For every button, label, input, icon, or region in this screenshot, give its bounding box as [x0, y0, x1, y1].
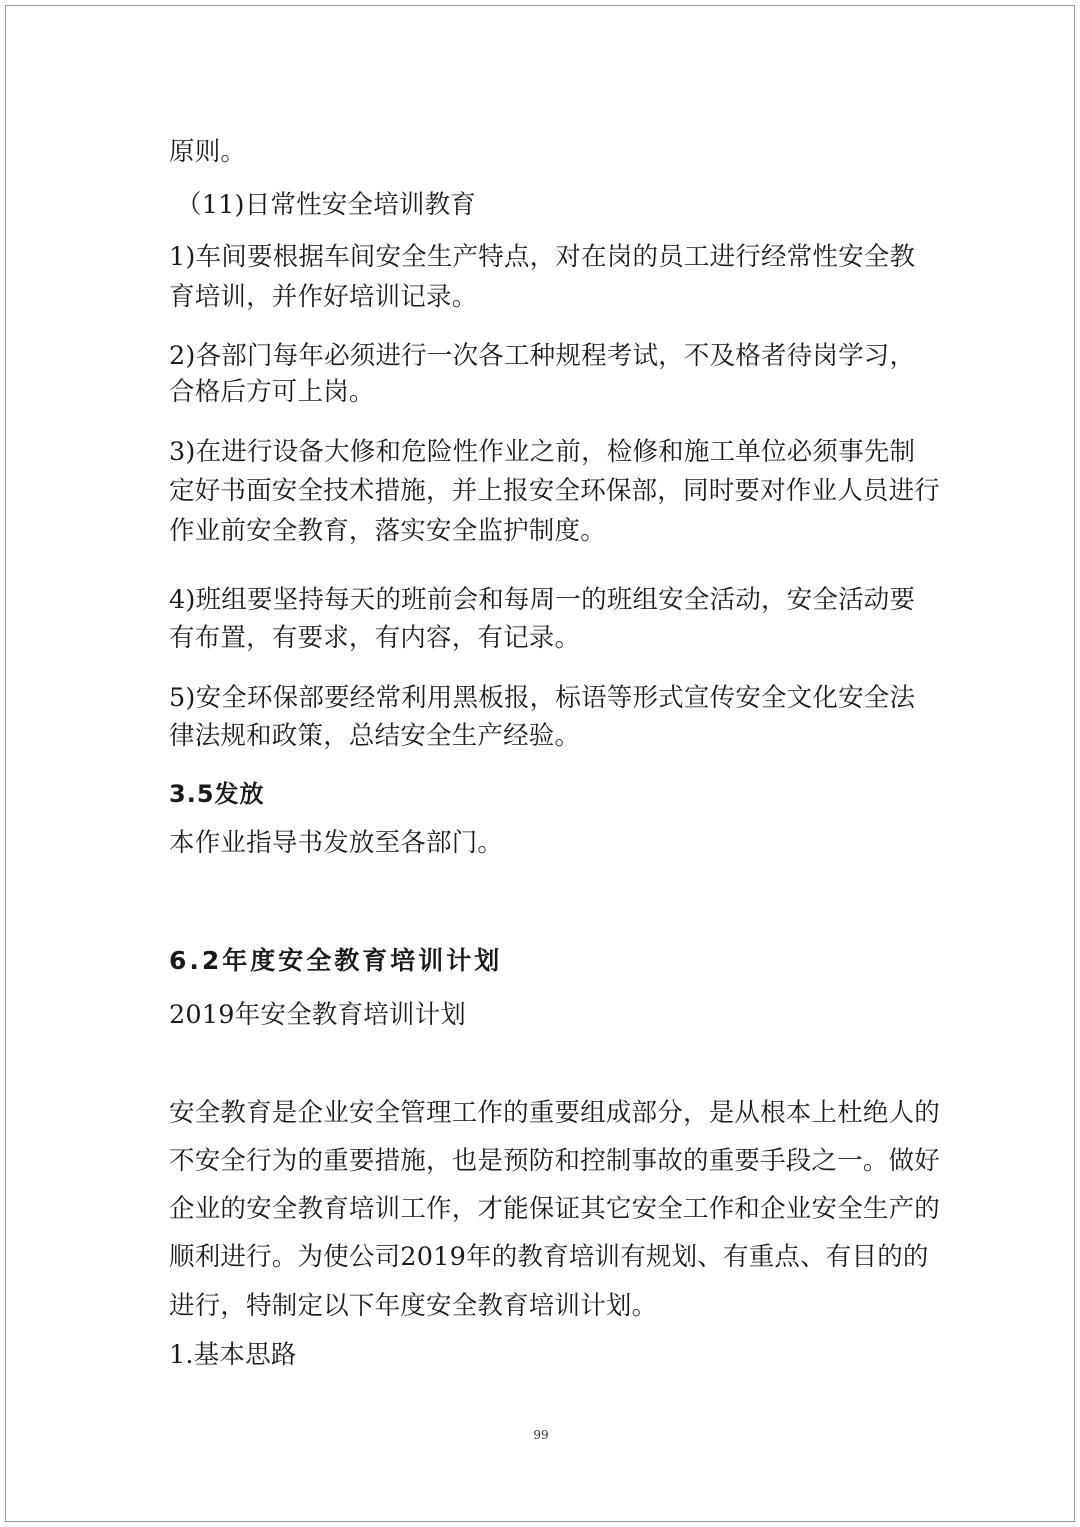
item-2-line-2: 合格后方可上岗。 — [169, 377, 375, 407]
text-line-principle: 原则。 — [169, 137, 247, 167]
section-heading-6-2: 6.2年度安全教育培训计划 — [169, 946, 503, 975]
intro-line-3: 企业的安全教育培训工作，才能保证其它安全工作和企业安全生产的 — [169, 1194, 941, 1224]
item-3-line-3: 作业前安全教育，落实安全监护制度。 — [169, 516, 606, 546]
item-4-line-2: 有布置，有要求，有内容，有记录。 — [169, 623, 581, 653]
item-3-line-2: 定好书面安全技术措施，并上报安全环保部，同时要对作业人员进行 — [169, 476, 941, 506]
intro-line-4: 顺利进行。为使公司2019年的教育培训有规划、有重点、有目的的 — [169, 1242, 929, 1272]
intro-line-1: 安全教育是企业安全管理工作的重要组成部分，是从根本上杜绝人的 — [169, 1098, 941, 1128]
item-4-line-1: 4)班组要坚持每天的班前会和每周一的班组安全活动，安全活动要 — [169, 585, 916, 615]
item-1-line-1: 1)车间要根据车间安全生产特点，对在岗的员工进行经常性安全教 — [169, 242, 916, 272]
distribution-text: 本作业指导书发放至各部门。 — [169, 828, 504, 858]
subheading-basic-approach: 1.基本思路 — [169, 1340, 297, 1370]
subheading-daily-training: （11)日常性安全培训教育 — [176, 190, 476, 220]
section-heading-3-5: 3.5发放 — [169, 780, 265, 808]
item-5-line-2: 律法规和政策，总结安全生产经验。 — [169, 721, 581, 751]
item-3-line-1: 3)在进行设备大修和危险性作业之前，检修和施工单位必须事先制 — [169, 437, 916, 467]
intro-line-2: 不安全行为的重要措施，也是预防和控制事故的重要手段之一。做好 — [169, 1146, 941, 1176]
plan-title: 2019年安全教育培训计划 — [169, 1000, 466, 1030]
item-5-line-1: 5)安全环保部要经常利用黑板报，标语等形式宣传安全文化安全法 — [169, 683, 916, 713]
document-page — [5, 5, 1075, 1522]
item-2-line-1: 2)各部门每年必须进行一次各工种规程考试，不及格者待岗学习， — [169, 341, 916, 371]
intro-line-5: 进行，特制定以下年度安全教育培训计划。 — [169, 1291, 658, 1321]
page-number: 99 — [533, 1428, 549, 1442]
item-1-line-2: 育培训，并作好培训记录。 — [169, 282, 478, 312]
